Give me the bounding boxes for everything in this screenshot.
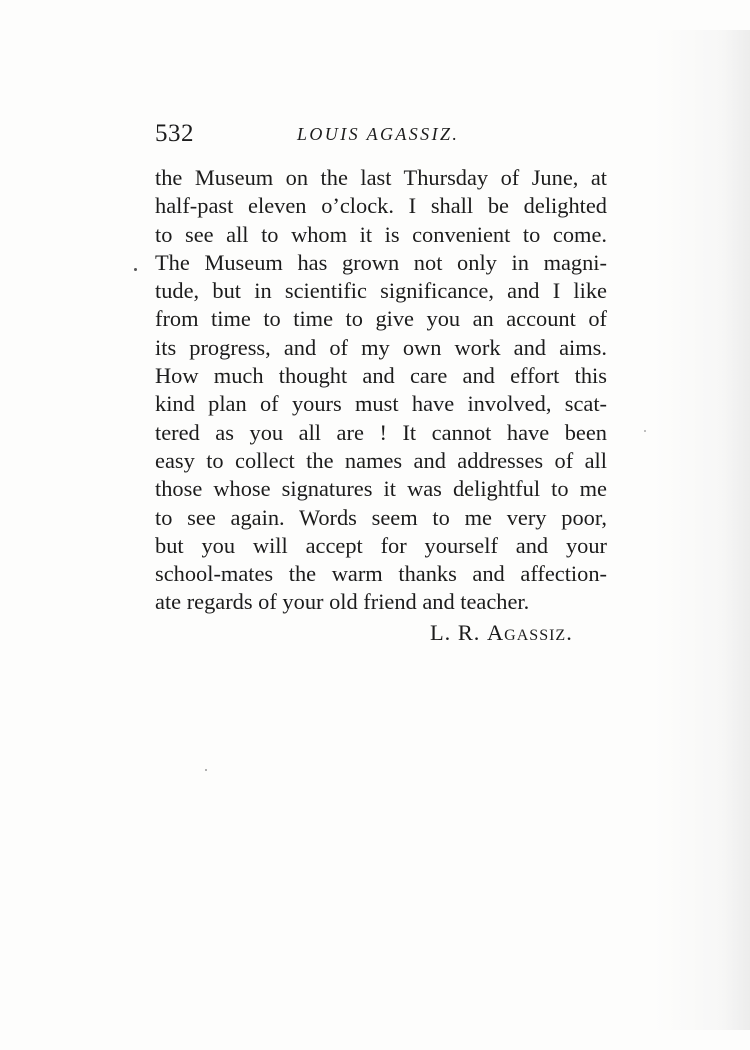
page-number: 532 <box>155 120 194 147</box>
text-line: to see all to whom it is convenient to come. <box>155 221 607 247</box>
text-line: The Museum has grown not only in magni- <box>155 249 607 275</box>
ink-speck <box>205 769 207 771</box>
ink-speck <box>644 430 646 432</box>
text-line: tude, but in scientific significance, and I like <box>155 278 607 304</box>
text-line: to see again. Words seem to me very poor, <box>155 504 607 530</box>
text-line: school-mates the warm thanks and affection- <box>155 561 607 587</box>
signature-initials: L. R. <box>430 620 488 645</box>
text-line: its progress, and of my own work and aims. <box>155 334 607 360</box>
running-head: LOUIS AGASSIZ. <box>297 124 460 144</box>
text-line: tered as you all are ! It cannot have been <box>155 419 607 445</box>
text-line: ate regards of your old friend and teacher. <box>155 589 530 615</box>
scan-edge-shadow <box>654 30 750 1030</box>
signature-surname: Agassiz. <box>487 620 573 645</box>
text-line: from time to time to give you an account of <box>155 306 607 332</box>
signature <box>430 620 573 646</box>
body-text <box>155 164 607 617</box>
ink-speck <box>134 268 137 271</box>
text-line: but you will accept for yourself and your <box>155 532 607 558</box>
text-line: half-past eleven o’clock. I shall be delighted <box>155 193 607 219</box>
text-line: How much thought and care and effort this <box>155 363 607 389</box>
text-line: easy to collect the names and addresses of all <box>155 447 607 473</box>
text-line: kind plan of yours must have involved, scat- <box>155 391 607 417</box>
page-header <box>155 120 585 154</box>
text-line: those whose signatures it was delightful to me <box>155 476 607 502</box>
text-line: the Museum on the last Thursday of June, at <box>155 165 607 190</box>
